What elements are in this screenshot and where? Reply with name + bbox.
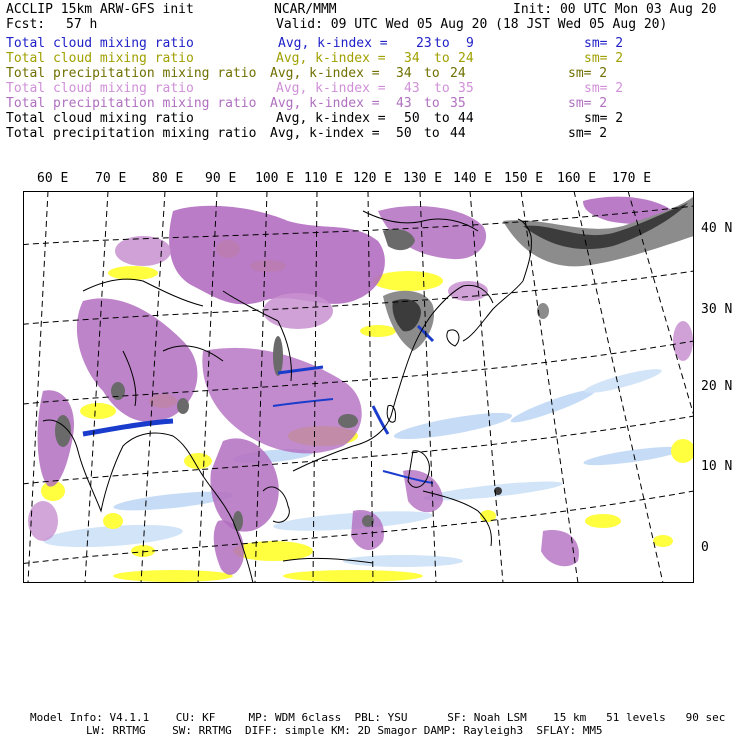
- legend-to: to: [434, 51, 450, 66]
- lon-label: 90 E: [205, 171, 237, 186]
- legend-field: Total cloud mixing ratio: [6, 111, 194, 126]
- lat-label: 0: [701, 540, 709, 555]
- legend-row: [6, 51, 734, 66]
- forecast-hour: 57 h: [66, 17, 98, 32]
- legend-sm: sm= 2: [584, 111, 624, 126]
- legend-row: [6, 96, 734, 111]
- legend-row: [6, 126, 734, 141]
- lon-label: 150 E: [504, 171, 544, 186]
- legend-row: [6, 36, 734, 51]
- legend-k1: 34: [396, 66, 412, 81]
- model-title: ACCLIP 15km ARW-GFS init: [6, 2, 194, 17]
- legend-field: Total cloud mixing ratio: [6, 51, 194, 66]
- legend-k1: 50: [396, 126, 412, 141]
- legend-k1: 43: [404, 81, 420, 96]
- legend-k2: 44: [450, 126, 466, 141]
- legend-sm: sm= 2: [568, 96, 608, 111]
- legend-avg: Avg, k-index =: [270, 126, 380, 141]
- legend-avg: Avg, k-index =: [270, 66, 380, 81]
- legend-to: to: [434, 36, 450, 51]
- lon-label: 130 E: [403, 171, 443, 186]
- legend-sm: sm= 2: [584, 51, 624, 66]
- legend-k2: 24: [450, 66, 466, 81]
- org-label: NCAR/MMM: [274, 2, 337, 17]
- legend-k2: 35: [450, 96, 466, 111]
- legend-k1: 34: [404, 51, 420, 66]
- legend-k1: 43: [396, 96, 412, 111]
- lat-label: 40 N: [701, 221, 733, 236]
- legend-k2: 24: [458, 51, 474, 66]
- legend-row: [6, 111, 734, 126]
- legend-sm: sm= 2: [584, 36, 624, 51]
- legend-field: Total precipitation mixing ratio: [6, 66, 257, 81]
- legend-to: to: [424, 126, 440, 141]
- lon-label: 60 E: [37, 171, 69, 186]
- legend-field: Total cloud mixing ratio: [6, 36, 194, 51]
- legend-to: to: [434, 81, 450, 96]
- lat-label: 20 N: [701, 379, 733, 394]
- legend-avg: Avg, k-index =: [276, 51, 386, 66]
- legend-avg: Avg, k-index =: [278, 36, 388, 51]
- legend-row: [6, 81, 734, 96]
- lon-label: 140 E: [453, 171, 493, 186]
- legend-to: to: [424, 96, 440, 111]
- legend-avg: Avg, k-index =: [270, 96, 380, 111]
- lon-label: 70 E: [95, 171, 127, 186]
- lat-label: 10 N: [701, 459, 733, 474]
- lon-label: 170 E: [612, 171, 652, 186]
- lon-label: 110 E: [304, 171, 344, 186]
- legend-to: to: [424, 66, 440, 81]
- legend-avg: Avg, k-index =: [276, 81, 386, 96]
- init-time: Init: 00 UTC Mon 03 Aug 20: [513, 2, 717, 17]
- legend-sm: sm= 2: [568, 126, 608, 141]
- legend-k2: 44: [458, 111, 474, 126]
- lon-label: 100 E: [255, 171, 295, 186]
- legend-field: Total precipitation mixing ratio: [6, 126, 257, 141]
- legend-row: [6, 66, 734, 81]
- lon-label: 120 E: [353, 171, 393, 186]
- legend-avg: Avg, k-index =: [276, 111, 386, 126]
- header-line-1: [6, 2, 734, 17]
- legend-k2: 9: [466, 36, 474, 51]
- forecast-label: Fcst:: [6, 17, 46, 32]
- legend-k1: 23: [416, 36, 432, 51]
- model-info-line-1: Model Info: V4.1.1 CU: KF MP: WDM 6class PBL: YSU SF: Noah LSM 15 km 51 levels 90 sec: [30, 711, 726, 724]
- legend-field: Total precipitation mixing ratio: [6, 96, 257, 111]
- valid-time: Valid: 09 UTC Wed 05 Aug 20 (18 JST Wed 05 Aug 20): [276, 17, 668, 32]
- legend-field: Total cloud mixing ratio: [6, 81, 194, 96]
- forecast-map[interactable]: [23, 191, 694, 583]
- header-line-2: [6, 17, 734, 32]
- legend-k1: 50: [404, 111, 420, 126]
- legend-to: to: [434, 111, 450, 126]
- legend-sm: sm= 2: [568, 66, 608, 81]
- lon-label: 160 E: [557, 171, 597, 186]
- lat-label: 30 N: [701, 302, 733, 317]
- model-info-line-2: LW: RRTMG SW: RRTMG DIFF: simple KM: 2D Smagor DAMP: Rayleigh3 SFLAY: MM5: [86, 724, 603, 737]
- legend-k2: 35: [458, 81, 474, 96]
- lon-label: 80 E: [152, 171, 184, 186]
- legend-sm: sm= 2: [584, 81, 624, 96]
